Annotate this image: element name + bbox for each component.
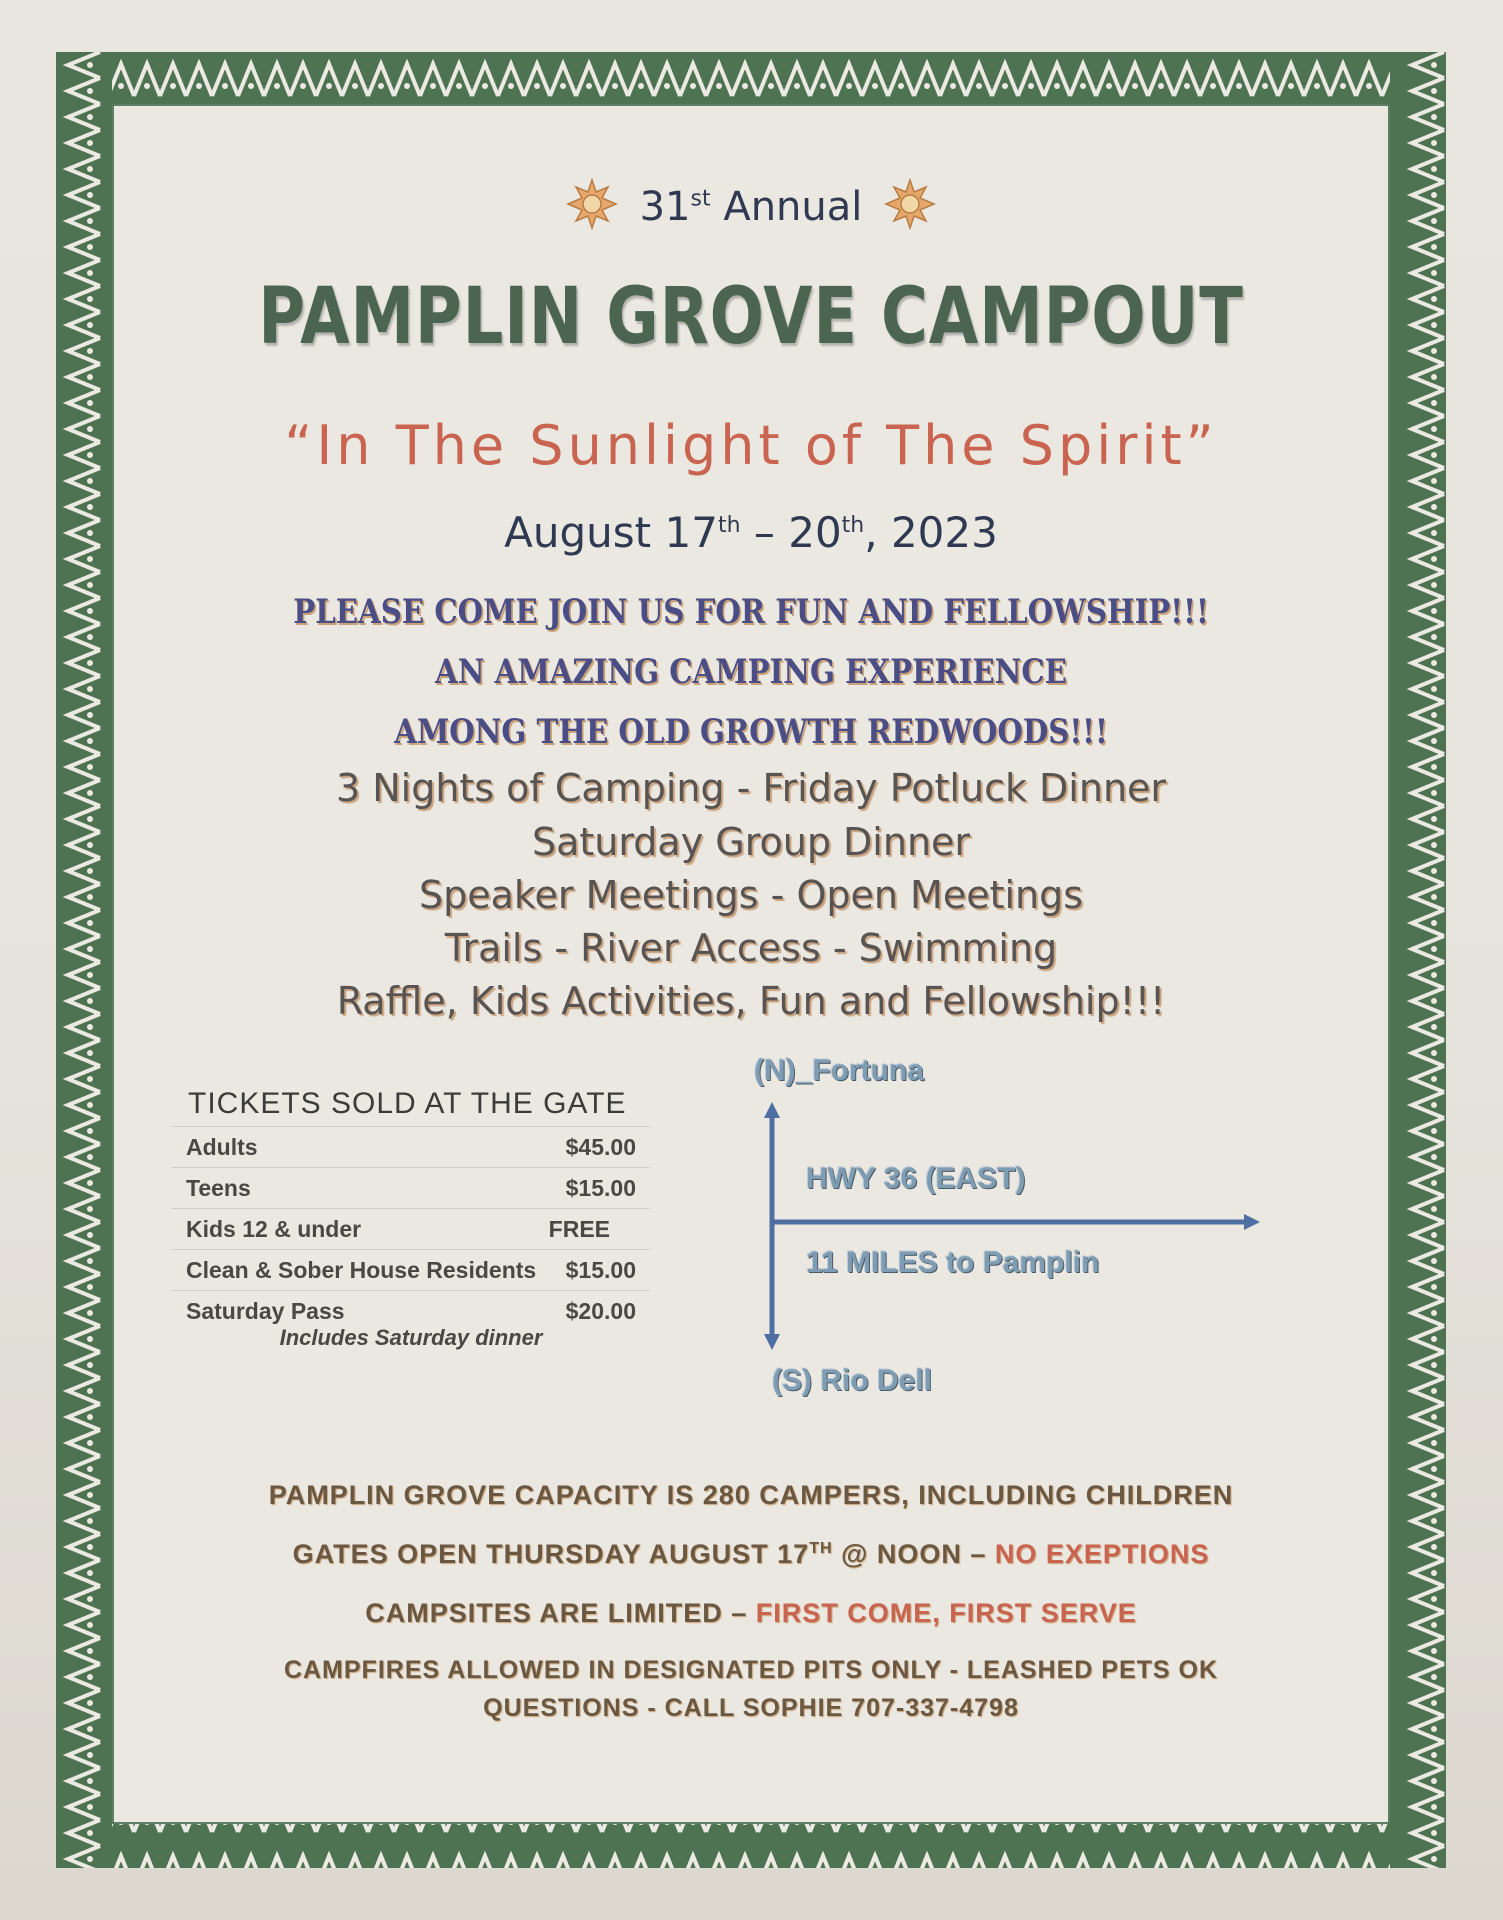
questions-contact: QUESTIONS - CALL SOPHIE 707-337-4798 — [483, 1694, 1019, 1722]
activity-line: Trails - River Access - Swimming — [444, 926, 1058, 970]
ticket-row — [172, 1290, 650, 1331]
ticket-label: Teens — [186, 1175, 251, 1201]
campsites-info — [112, 1598, 1390, 1629]
headline-join-us: PLEASE COME JOIN US FOR FUN AND FELLOWSHIP!!! — [293, 592, 1209, 632]
east-arrowhead — [1244, 1214, 1260, 1230]
campsites-warning: FIRST COME, FIRST SERVE — [755, 1598, 1137, 1628]
ticket-price: $45.00 — [565, 1134, 636, 1160]
headline-camping-experience: AN AMAZING CAMPING EXPERIENCE — [435, 652, 1067, 692]
event-dates — [112, 508, 1390, 557]
gates-info — [112, 1539, 1390, 1570]
map-label-distance: 11 MILES to Pamplin — [806, 1246, 1100, 1279]
ticket-label: Kids 12 & under — [186, 1216, 362, 1242]
south-arrowhead — [764, 1334, 780, 1350]
date-end: – 20 — [740, 508, 842, 557]
tickets-table — [172, 1082, 650, 1351]
activity-line: Speaker Meetings - Open Meetings — [418, 873, 1084, 917]
activity-line: Raffle, Kids Activities, Fun and Fellowship!!! — [336, 979, 1166, 1023]
ticket-row — [172, 1126, 650, 1167]
ticket-price: FREE — [548, 1216, 610, 1242]
anniversary-suffix: st — [690, 186, 711, 212]
map-label-south: (S) Rio Dell — [772, 1364, 933, 1397]
ticket-price: $15.00 — [565, 1257, 636, 1283]
ticket-row — [172, 1249, 650, 1290]
ticket-note: Includes Saturday dinner — [279, 1325, 543, 1350]
campfires-info: CAMPFIRES ALLOWED IN DESIGNATED PITS ONLY - LEASHED PETS OK — [283, 1656, 1219, 1684]
gates-open-text: GATES OPEN THURSDAY AUGUST 17 — [292, 1539, 810, 1569]
sun-icon — [884, 178, 936, 230]
anniversary-word: Annual — [723, 184, 863, 230]
ticket-row — [172, 1167, 650, 1208]
gates-time-text: @ NOON – — [832, 1539, 995, 1569]
capacity-info: PAMPLIN GROVE CAPACITY IS 280 CAMPERS, INCLUDING CHILDREN — [268, 1480, 1234, 1510]
anniversary-number: 31 — [639, 184, 691, 230]
date-start-suffix: th — [717, 513, 741, 538]
date-end-suffix: th — [841, 513, 865, 538]
event-title: PAMPLIN GROVE CAMPOUT — [258, 272, 1244, 362]
event-tagline: “In The Sunlight of The Spirit” — [284, 414, 1218, 477]
annual-heading — [112, 178, 1390, 230]
directions-map — [740, 1050, 1300, 1410]
ticket-label: Saturday Pass — [186, 1298, 345, 1324]
activity-line: 3 Nights of Camping - Friday Potluck Dinner — [335, 766, 1167, 810]
date-year: , 2023 — [864, 508, 998, 557]
tickets-header: TICKETS SOLD AT THE GATE — [188, 1087, 627, 1120]
ticket-price: $15.00 — [565, 1175, 636, 1201]
ticket-row — [172, 1208, 650, 1249]
activity-line: Saturday Group Dinner — [531, 820, 971, 864]
headline-redwoods: AMONG THE OLD GROWTH REDWOODS!!! — [394, 712, 1108, 752]
gates-warning: NO EXEPTIONS — [994, 1539, 1210, 1569]
map-label-north: (N)_Fortuna — [754, 1054, 924, 1087]
ticket-price: $20.00 — [565, 1298, 636, 1324]
map-label-highway: HWY 36 (EAST) — [806, 1162, 1026, 1195]
map-arrows — [740, 1050, 1300, 1410]
north-arrowhead — [764, 1102, 780, 1118]
ticket-label: Clean & Sober House Residents — [186, 1257, 537, 1283]
date-start: August 17 — [504, 508, 718, 557]
sun-icon — [566, 178, 618, 230]
gates-date-suffix: TH — [809, 1540, 833, 1557]
ticket-label: Adults — [186, 1134, 258, 1160]
campsites-text: CAMPSITES ARE LIMITED – — [365, 1598, 756, 1628]
